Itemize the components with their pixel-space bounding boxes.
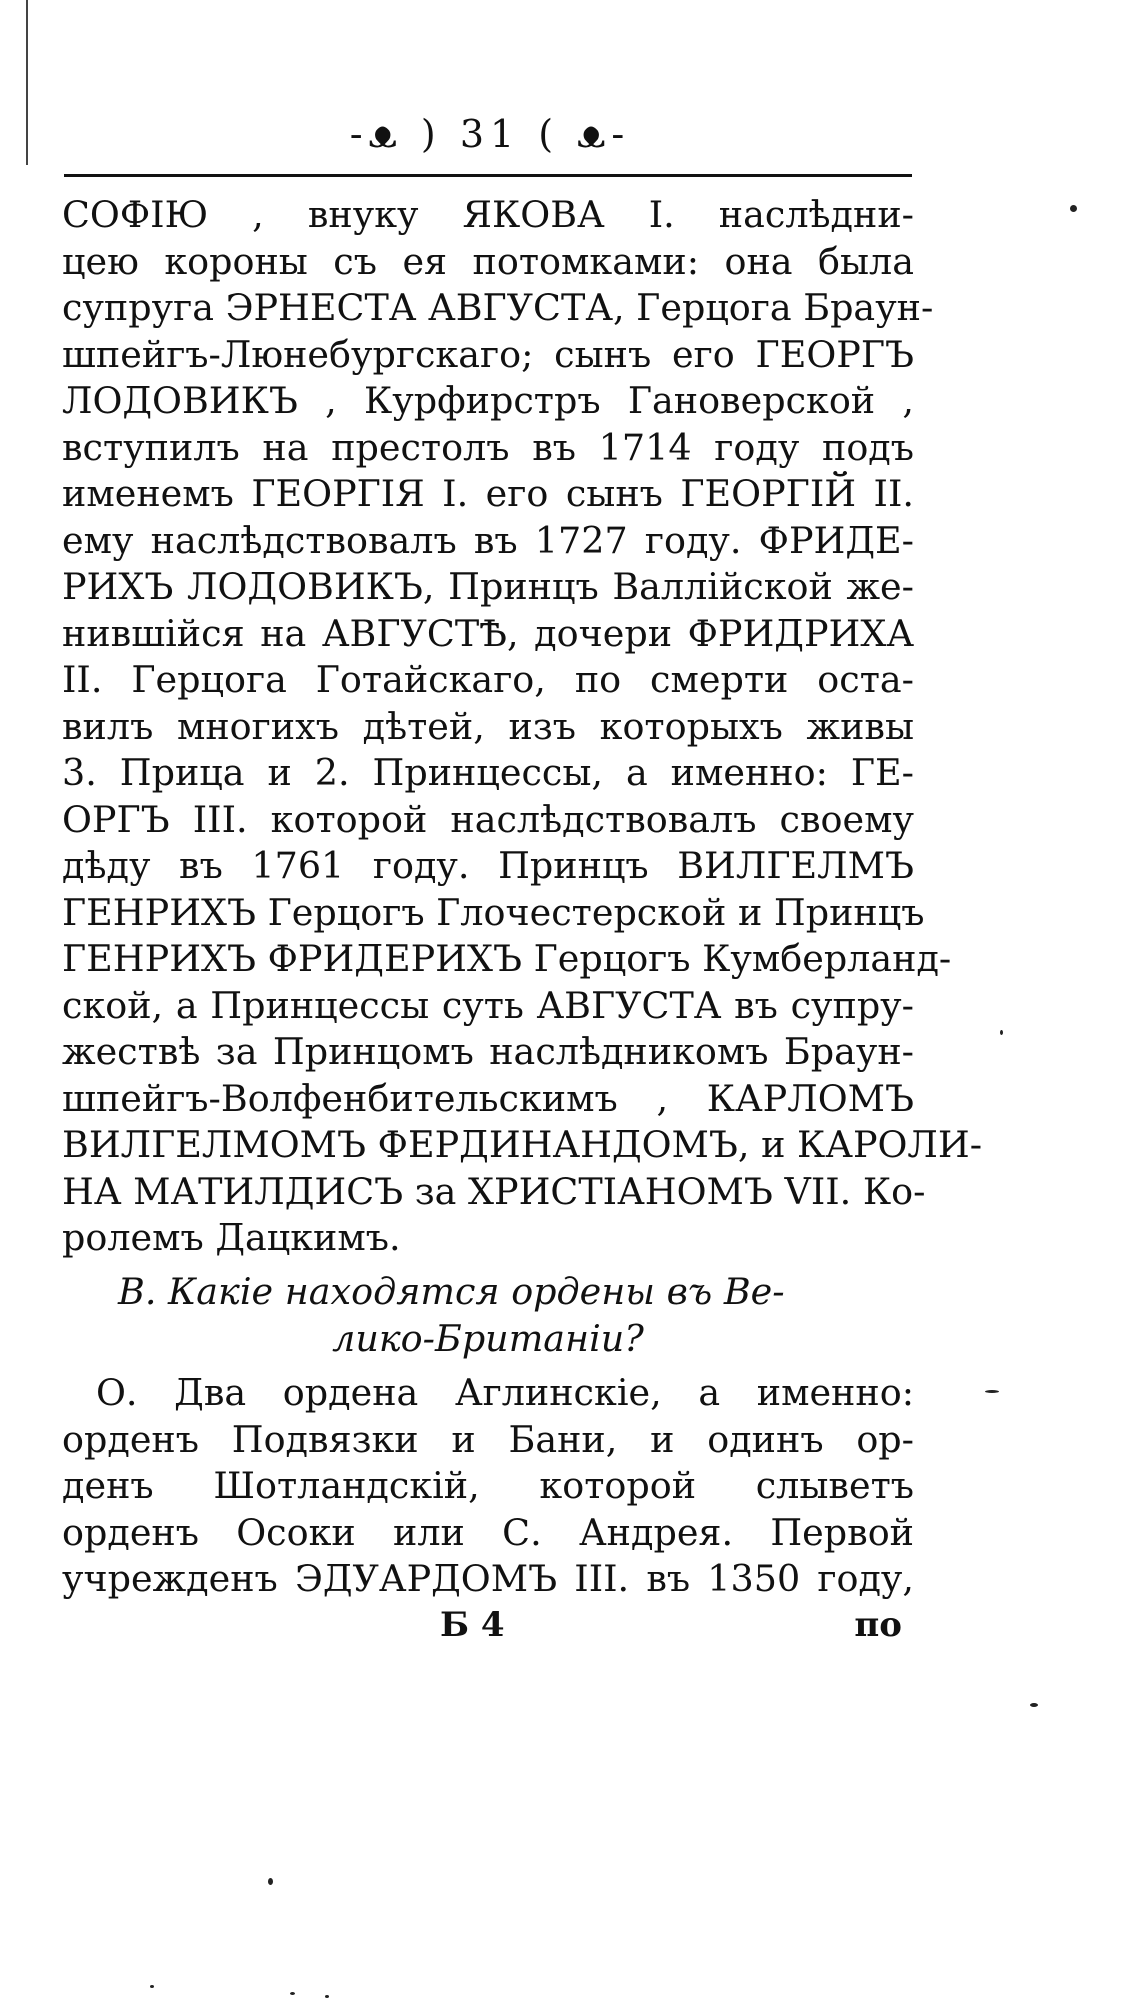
text-line: ОРГЪ ІІІ. которой наслѣдствовалъ своему xyxy=(62,797,914,841)
answer-line: О. Два ордена Аглинскіе, а именно: xyxy=(96,1371,914,1414)
page-header: -ᴥ ) 31 ( ᴥ- xyxy=(349,112,631,156)
scan-speck xyxy=(290,1992,295,1995)
text-line: ГЕНРИХЪ ФРИДЕРИХЪ Герцогъ Кумберланд- xyxy=(62,937,952,980)
text-line: цею короны съ ея потомками: она была xyxy=(62,239,914,283)
text-line: супруга ЭРНЕСТА АВГУСТА, Герцога Браун- xyxy=(62,286,934,329)
text-line: 3. Прица и 2. Принцессы, а именно: ГЕ- xyxy=(62,751,914,794)
question-line: В. Какіе находятся ордены въ Ве- xyxy=(118,1270,785,1313)
signature-mark: Б 4 xyxy=(440,1605,505,1645)
question-block xyxy=(62,1268,914,1362)
text-line: РИХЪ ЛОДОВИКЪ, Принцъ Валлійской же- xyxy=(62,565,914,608)
text-line: ему наслѣдствовалъ въ 1727 году. ФРИДЕ- xyxy=(62,518,914,562)
text-line: ролемъ Дацкимъ. xyxy=(62,1216,401,1259)
page-edge-line xyxy=(26,0,28,165)
text-line: ЛОДОВИКЪ , Курфирстръ Гановерской , xyxy=(62,379,914,422)
text-line: СОФІЮ , внуку ЯКОВА І. наслѣдни- xyxy=(62,193,914,236)
text-line: ской, а Принцессы суть АВГУСТА въ супру- xyxy=(62,983,914,1027)
scan-speck xyxy=(1030,1703,1038,1707)
text-line: ГЕНРИХЪ Герцогъ Глочестерской и Принцъ xyxy=(62,890,925,934)
header-rule xyxy=(64,174,912,177)
scan-speck xyxy=(1000,1030,1003,1035)
text-line: вступилъ на престолъ въ 1714 году подъ xyxy=(62,425,914,469)
text-line: вилъ многихъ дѣтей, изъ которыхъ живы xyxy=(62,704,914,748)
answer-line: денъ Шотландскій, которой слыветъ xyxy=(62,1464,914,1507)
answer-block xyxy=(62,1370,914,1603)
text-line: шпейгъ-Волфенбительскимъ , КАРЛОМЪ xyxy=(62,1076,914,1120)
answer-line: орденъ Подвязки и Бани, и одинъ ор- xyxy=(62,1417,914,1461)
text-line: жествѣ за Принцомъ наслѣдникомъ Браун- xyxy=(62,1030,914,1073)
scan-speck xyxy=(325,1995,329,1998)
scan-speck xyxy=(150,1985,154,1988)
text-line: шпейгъ-Люнебургскаго; сынъ его ГЕОРГЪ xyxy=(62,332,914,376)
text-line: ВИЛГЕЛМОМЪ ФЕРДИНАНДОМЪ, и КАРОЛИ- xyxy=(62,1123,983,1166)
answer-line: орденъ Осоки или С. Андрея. Первой xyxy=(62,1510,914,1554)
text-line: именемъ ГЕОРГІЯ І. его сынъ ГЕОРГІЙ ІІ. xyxy=(62,472,914,515)
text-line: дѣду въ 1761 году. Принцъ ВИЛГЕЛМЪ xyxy=(62,844,914,887)
text-line: ІІ. Герцога Готайскаго, по смерти оста- xyxy=(62,658,914,701)
scan-speck xyxy=(268,1878,273,1885)
question-line: лико-Британіи? xyxy=(332,1317,644,1360)
scan-speck xyxy=(985,1390,999,1393)
text-line: НА МАТИЛДИСЪ за ХРИСТІАНОМЪ VII. Ко- xyxy=(62,1169,926,1213)
main-paragraph xyxy=(62,192,983,1262)
text-line: нившійся на АВГУСТѢ, дочери ФРИДРИХА xyxy=(62,611,914,655)
scan-speck xyxy=(1070,205,1077,212)
answer-line: учрежденъ ЭДУАРДОМЪ ІІІ. въ 1350 году, xyxy=(62,1557,914,1600)
catchword: по xyxy=(854,1605,902,1645)
